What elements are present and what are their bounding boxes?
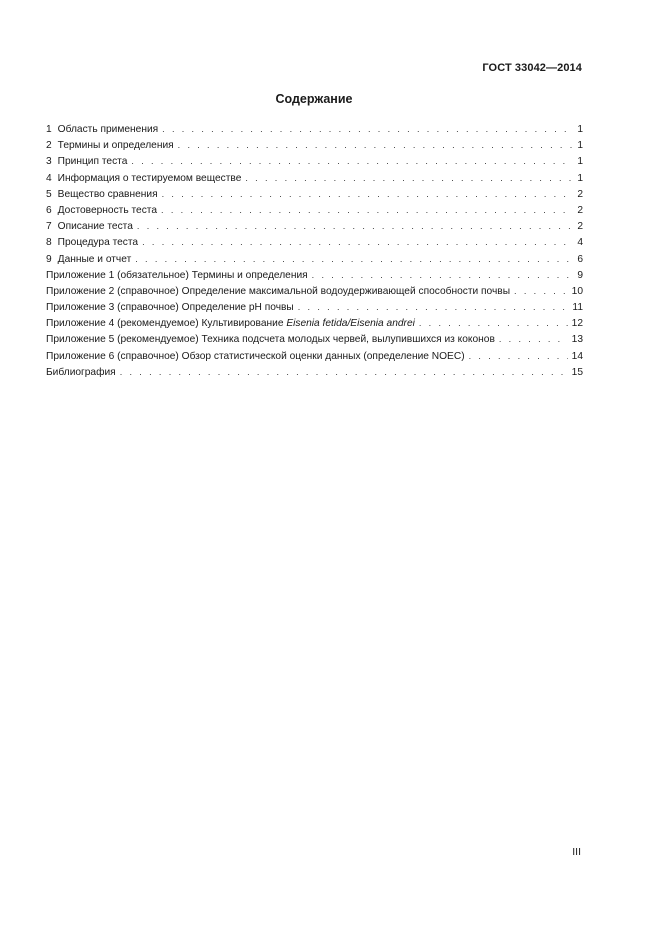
toc-entry[interactable] [46,331,583,347]
toc-dot-leader [135,251,573,267]
toc-entry[interactable] [46,315,583,331]
toc-entry-label [46,365,116,381]
toc-entry-number: 8 [46,237,52,249]
toc-dot-leader [298,299,569,315]
toc-dot-leader [131,153,573,169]
toc-entry-text: Термины и определения [57,140,174,152]
toc-dot-leader [162,121,573,137]
toc-entry-page: 13 [571,334,583,346]
toc-entry-page: 2 [577,204,583,216]
toc-entry-text: Приложение 5 (рекомендуемое) Техника подсчета молодых червей, вылупившихся из коконов [46,334,495,346]
toc-entry-text: Достоверность теста [57,204,158,216]
toc-entry-text: Принцип теста [57,156,128,168]
toc-dot-leader [312,267,574,283]
toc-entry[interactable] [46,283,583,299]
toc-entry-page: 4 [577,237,583,249]
toc-entry-label [46,154,127,170]
toc-entry[interactable] [46,170,583,186]
toc-entry-page: 1 [577,172,583,184]
toc-entry-page: 12 [571,318,583,330]
toc-entry-page: 10 [571,285,583,297]
toc-entry-text: Библиография [46,366,116,378]
toc-entry-page: 1 [577,124,583,135]
toc-dot-leader [469,348,568,364]
toc-entry-label [46,187,158,203]
toc-entry-label [46,122,158,138]
toc-entry-text: Информация о тестируемом веществе [57,172,242,184]
toc-entry-text: Данные и отчет [57,253,132,265]
toc-entry-text: Приложение 1 (обязательное) Термины и определения [46,269,308,281]
toc-entry[interactable] [46,299,583,315]
toc-entry-text: Приложение 3 (справочное) Определение pH почвы [46,302,294,314]
toc-title: Содержание [275,92,353,106]
toc-entry-label [46,316,415,332]
toc-entry-number: 6 [46,204,52,216]
toc-entry-text: Вещество сравнения [57,188,158,200]
toc-entry-page: 2 [577,221,583,233]
toc-entry[interactable] [46,153,583,169]
toc-dot-leader [245,170,573,186]
toc-entry-text: Процедура теста [57,237,139,249]
toc-entry-label [46,235,138,251]
toc-entry-label [46,284,510,300]
toc-entry-page: 15 [571,366,583,378]
toc-dot-leader [137,218,573,234]
toc-entry-number: 4 [46,172,52,184]
toc-entry-page: 11 [572,302,583,314]
toc-entry[interactable] [46,186,583,202]
toc-entry-number: 1 [46,124,52,135]
toc-dot-leader [514,283,568,299]
toc-entry-italic-text: Eisenia fetida/Eisenia andrei [286,318,415,330]
toc-entry[interactable] [46,251,583,267]
toc-dot-leader [120,364,568,380]
toc-entry-page: 1 [577,156,583,168]
toc-entry-label [46,349,465,365]
toc-entry[interactable] [46,202,583,218]
toc-entry-text: Приложение 6 (справочное) Обзор статистической оценки данных (определение NOEC) [46,350,465,362]
toc-entry-text: Область применения [57,124,159,135]
toc-entry-text: Приложение 4 (рекомендуемое) Культивирование [46,318,287,330]
toc-entry-text: Приложение 2 (справочное) Определение максимальной водоудерживающей способности почвы [46,285,511,297]
toc-entry-text: Описание теста [57,221,133,233]
toc-entry[interactable] [46,121,583,137]
toc-entry-number: 7 [46,221,52,233]
toc-entry-label [46,252,131,268]
toc-entry-label [46,203,157,219]
toc-dot-leader [178,137,574,153]
table-of-contents [46,121,583,380]
toc-entry-label [46,138,174,154]
toc-entry[interactable] [46,234,583,250]
toc-entry-page: 2 [577,188,583,200]
toc-dot-leader [419,315,568,331]
toc-dot-leader [142,234,573,250]
toc-entry-number: 9 [46,253,52,265]
toc-entry[interactable] [46,267,583,283]
toc-entry-number: 3 [46,156,52,168]
toc-entry[interactable] [46,364,583,380]
toc-entry-page: 14 [571,350,583,362]
toc-entry-label [46,268,308,284]
toc-entry-label [46,171,241,187]
toc-entry-number: 2 [46,140,52,152]
toc-entry-label [46,219,133,235]
toc-entry-label [46,300,294,316]
toc-entry-label [46,332,495,348]
toc-dot-leader [162,186,574,202]
toc-entry-page: 1 [577,140,583,152]
page-number: III [572,846,581,858]
toc-entry[interactable] [46,137,583,153]
toc-entry[interactable] [46,348,583,364]
toc-entry-number: 5 [46,188,52,200]
toc-entry[interactable] [46,218,583,234]
toc-entry-page: 9 [577,269,583,281]
toc-dot-leader [161,202,573,218]
toc-entry-page: 6 [577,253,583,265]
document-code: ГОСТ 33042—2014 [482,62,582,74]
toc-dot-leader [499,331,568,347]
